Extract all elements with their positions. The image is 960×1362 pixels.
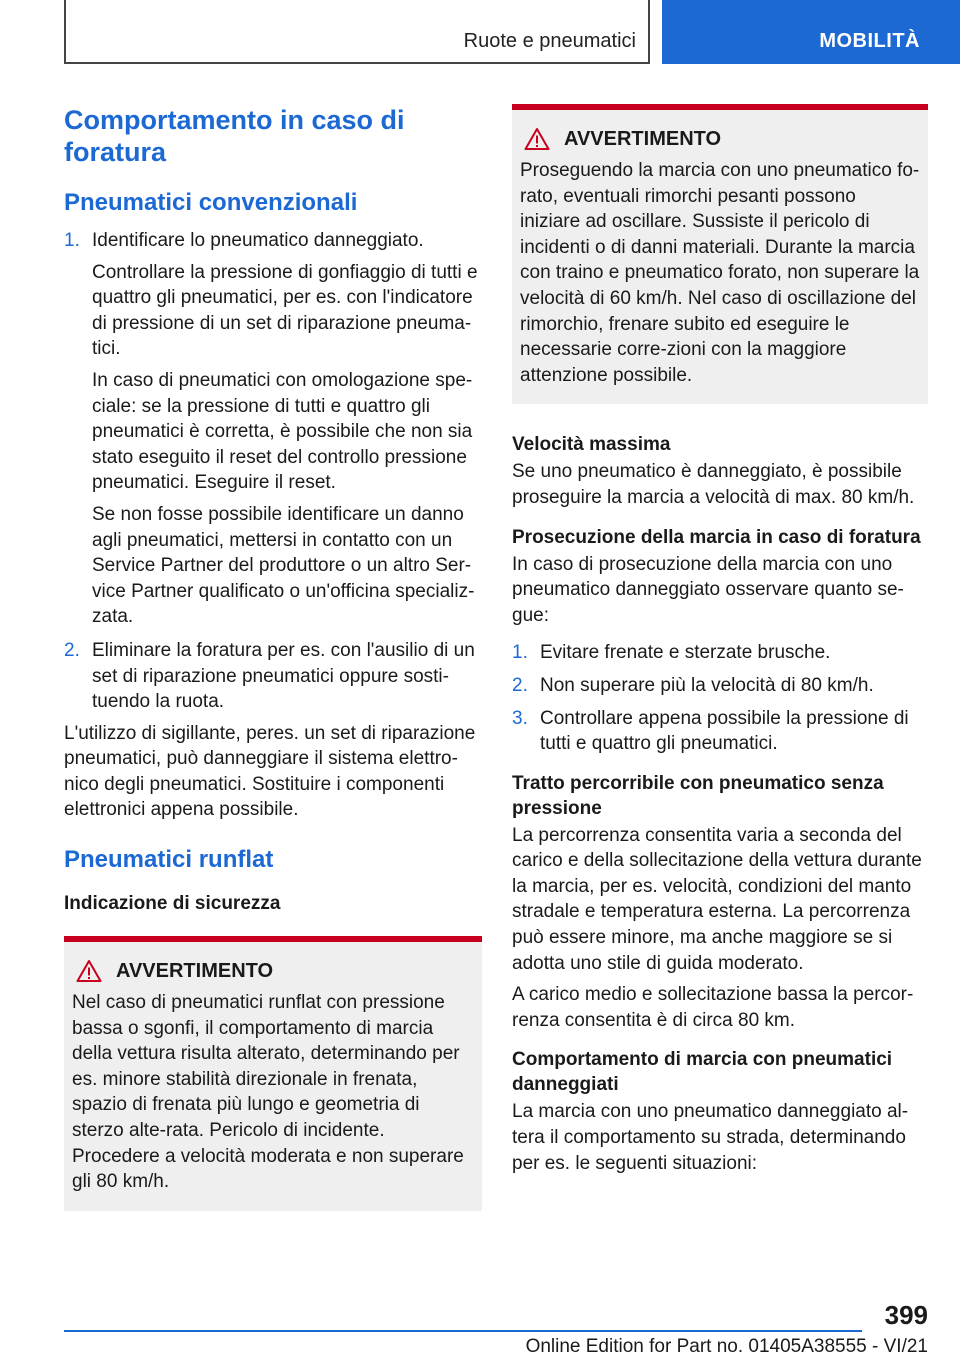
warning-text: Nel caso di pneumatici runflat con pressione bassa o sgonfi, il comportamento di marcia della vettura risulta alterato, determinando per es. minore stabilità direzionale in frenata, spazio di frenata più lungo e geometria di sterzo alte‐rata. Pericolo di incidente. Procedere a velocità moderata e non superare gli 80 km/h. [72, 992, 464, 1193]
list-item [64, 638, 482, 715]
warning-box [512, 104, 928, 404]
warning-header [520, 126, 920, 152]
numbered-list-continuation [512, 640, 928, 756]
list-number: 1. [64, 230, 80, 251]
list-item-text: Identificare lo pneumatico danneggiato. [92, 230, 424, 251]
list-item-text: Eliminare la foratura per es. con l'ausilio di un set di riparazione pneumatici oppure sosti‐tuendo la ruota. [92, 639, 475, 713]
footer-edition: Online Edition for Part no. 01405A38555 - VI/21 [525, 1336, 928, 1357]
list-item [512, 673, 928, 699]
list-item-text: Controllare appena possibile la pressione di tutti e quattro gli pneumatici. [540, 707, 909, 755]
warning-text: Proseguendo la marcia con uno pneumatico fo‐rato, eventuali rimorchi pesanti possono iniziare ad oscillare. Sussiste il pericolo di incidenti o di danni materiali. Durante la marcia con traino e pneumatico forato, non superare la velocità di 60 km/h. Nel caso di oscillazione del rimorchio, frenare subito ed eseguire le necessarie corre‐zioni con la maggiore attenzione possibile. [520, 160, 920, 386]
list-sub-paragraph: Controllare la pressione di gonfiaggio di tutti e quattro gli pneumatici, per es. con l'indicatore di pressione di un set di riparazione pneuma‐tici. [92, 261, 478, 360]
page-title: Comportamento in caso di foratura [64, 105, 405, 167]
warning-box [64, 936, 482, 1211]
range-paragraph: La percorrenza consentita varia a seconda del carico e della sollecitazione della vettura durante la marcia, per es. velocità, condizioni del manto stradale e temperatura esterna. La percorrenza può essere minore, ma anche maggiore se si adotta uno stile di guida moderato. [512, 824, 922, 974]
behavior-heading: Comportamento di marcia con pneumatici danneggiati [512, 1049, 893, 1096]
continuation-paragraph: In caso di prosecuzione della marcia con uno pneumatico danneggiato osservare quanto se‐gue: [512, 553, 904, 626]
left-column [64, 104, 482, 1211]
header-section-title: Ruote e pneumatici [463, 30, 636, 52]
list-item [512, 640, 928, 666]
warning-header [72, 958, 474, 984]
list-number: 2. [512, 674, 528, 696]
list-sub-paragraph: Se non fosse possibile identificare un danno agli pneumatici, mettersi in contatto con un Service Partner del produttore o un altro Ser‐vice Partner qualificato o un'officina specializ‐zata. [92, 503, 475, 628]
continuation-heading: Prosecuzione della marcia in caso di foratura [512, 526, 921, 548]
section-heading-runflat: Pneumatici runflat [64, 846, 274, 874]
behavior-paragraph: La marcia con uno pneumatico danneggiato al‐tera il comportamento su strada, determinando per es. le seguenti situazioni: [512, 1101, 909, 1174]
list-number: 1. [512, 642, 528, 664]
safety-heading: Indicazione di sicurezza [64, 893, 281, 915]
numbered-list-conventional [64, 228, 482, 715]
list-item-text: Non superare più la velocità di 80 km/h. [540, 674, 874, 696]
list-number: 2. [64, 639, 80, 661]
list-sub-paragraph: In caso di pneumatici con omologazione spe‐ciale: se la pressione di tutti e quattro gli pneumatici è corretta, è possibile che non sia stato eseguito il reset del controllo pressione pneumatici. Eseguire il reset. [92, 369, 473, 494]
speed-heading: Velocità massima [512, 434, 671, 456]
list-number: 3. [512, 707, 528, 729]
header-chapter-tab[interactable] [662, 0, 960, 64]
paragraph-sealant: L'utilizzo di sigillante, peres. un set di riparazione pneumatici, può danneggiare il sistema elettro‐nico degli pneumatici. Sostituire i componenti elettronici appena possibile. [64, 722, 476, 821]
list-item [512, 706, 928, 757]
footer-divider [64, 1330, 862, 1332]
warning-triangle-icon [524, 127, 550, 151]
section-heading-conventional: Pneumatici convenzionali [64, 189, 358, 216]
list-item [64, 228, 482, 630]
page-number: 399 [884, 1300, 928, 1330]
warning-triangle-icon [76, 959, 102, 983]
header-section-box [64, 0, 650, 64]
range-heading: Tratto percorribile con pneumatico senza pressione [512, 772, 884, 819]
speed-paragraph: Se uno pneumatico è danneggiato, è possibile proseguire la marcia a velocità di max. 80 km/h. [512, 461, 915, 508]
range-paragraph: A carico medio e sollecitazione bassa la percor‐renza consentita è di circa 80 km. [512, 984, 914, 1031]
list-item-text: Evitare frenate e sterzate brusche. [540, 642, 831, 664]
warning-label: AVVERTIMENTO [116, 960, 274, 983]
header-chapter-label: MOBILITÀ [819, 30, 920, 52]
warning-label: AVVERTIMENTO [564, 128, 722, 150]
right-column [512, 104, 928, 1176]
